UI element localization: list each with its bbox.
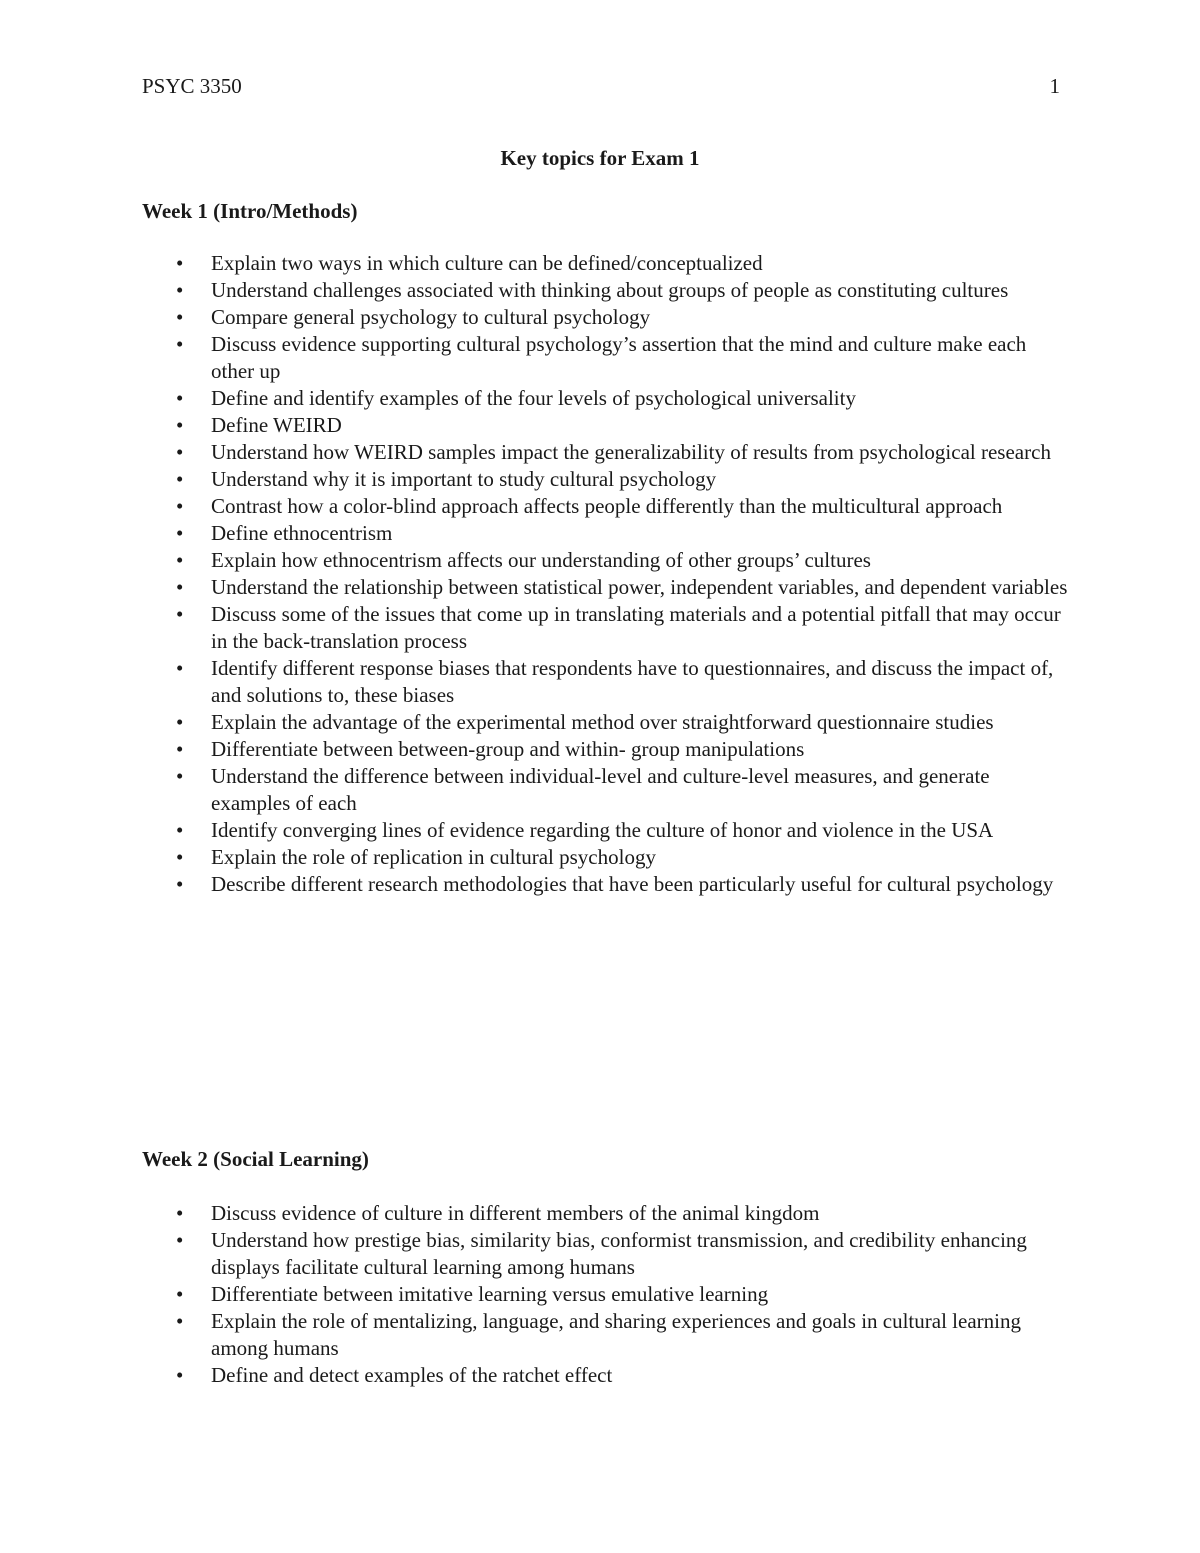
section-heading-week-1: Week 1 (Intro/Methods)	[142, 199, 358, 223]
list-item-text: Identify different response biases that respondents have to questionnaires, and discuss the impact of, and solutions to, these biases	[211, 656, 1054, 707]
list-item-text: Differentiate between between-group and within- group manipulations	[211, 737, 805, 761]
list-item-text: Compare general psychology to cultural psychology	[211, 305, 651, 329]
list-item-text: Understand how WEIRD samples impact the generalizability of results from psychological research	[211, 440, 1051, 464]
list-item	[142, 655, 1072, 709]
list-item-text: Explain two ways in which culture can be defined/conceptualized	[211, 251, 763, 275]
list-item-text: Define and identify examples of the four levels of psychological universality	[211, 386, 856, 410]
page-number: 1	[1049, 74, 1060, 98]
bullet-icon: •	[176, 1282, 184, 1306]
list-item-text: Discuss evidence supporting cultural psychology’s assertion that the mind and culture make each other up	[211, 332, 1027, 383]
topic-list-week-1	[142, 250, 1072, 898]
list-item-text: Define and detect examples of the ratchet effect	[211, 1363, 613, 1387]
bullet-icon: •	[176, 710, 184, 734]
list-item	[142, 412, 1072, 439]
bullet-icon: •	[176, 386, 184, 410]
list-item	[142, 574, 1072, 601]
list-item	[142, 1362, 1072, 1389]
bullet-icon: •	[176, 737, 184, 761]
bullet-icon: •	[176, 602, 184, 626]
list-item	[142, 1200, 1072, 1227]
list-item-text: Understand the relationship between statistical power, independent variables, and dependent variables	[211, 575, 1068, 599]
list-item-text: Explain how ethnocentrism affects our understanding of other groups’ cultures	[211, 548, 871, 572]
bullet-icon: •	[176, 1309, 184, 1333]
list-item-text: Explain the role of mentalizing, language, and sharing experiences and goals in cultural learning among humans	[211, 1309, 1021, 1360]
list-item	[142, 736, 1072, 763]
list-item	[142, 817, 1072, 844]
bullet-icon: •	[176, 872, 184, 896]
list-item-text: Define WEIRD	[211, 413, 342, 437]
list-item	[142, 520, 1072, 547]
list-item	[142, 1281, 1072, 1308]
list-item-text: Explain the role of replication in cultural psychology	[211, 845, 656, 869]
list-item	[142, 1227, 1072, 1281]
list-item-text: Understand challenges associated with thinking about groups of people as constituting cultures	[211, 278, 1009, 302]
bullet-icon: •	[176, 575, 184, 599]
list-item-text: Contrast how a color-blind approach affects people differently than the multicultural approach	[211, 494, 1003, 518]
list-item-text: Explain the advantage of the experimental method over straightforward questionnaire studies	[211, 710, 994, 734]
list-item	[142, 493, 1072, 520]
list-item-text: Discuss evidence of culture in different members of the animal kingdom	[211, 1201, 820, 1225]
list-item	[142, 844, 1072, 871]
list-item	[142, 277, 1072, 304]
list-item	[142, 304, 1072, 331]
list-item	[142, 1308, 1072, 1362]
bullet-icon: •	[176, 251, 184, 275]
bullet-icon: •	[176, 818, 184, 842]
list-item	[142, 547, 1072, 574]
section-heading-week-2: Week 2 (Social Learning)	[142, 1147, 369, 1171]
bullet-icon: •	[176, 548, 184, 572]
bullet-icon: •	[176, 413, 184, 437]
list-item-text: Understand how prestige bias, similarity bias, conformist transmission, and credibility enhancing displays facilitate cultural learning among humans	[211, 1228, 1027, 1279]
bullet-icon: •	[176, 764, 184, 788]
list-item	[142, 331, 1072, 385]
running-header-course: PSYC 3350	[142, 74, 242, 98]
list-item-text: Understand why it is important to study cultural psychology	[211, 467, 717, 491]
list-item	[142, 250, 1072, 277]
list-item	[142, 466, 1072, 493]
list-item	[142, 385, 1072, 412]
list-item-text: Understand the difference between individual-level and culture-level measures, and generate examples of each	[211, 764, 990, 815]
list-item-text: Discuss some of the issues that come up in translating materials and a potential pitfall that may occur in the back-translation process	[211, 602, 1061, 653]
bullet-icon: •	[176, 494, 184, 518]
topic-list-week-2	[142, 1200, 1072, 1389]
list-item	[142, 709, 1072, 736]
bullet-icon: •	[176, 467, 184, 491]
bullet-icon: •	[176, 305, 184, 329]
bullet-icon: •	[176, 1201, 184, 1225]
list-item	[142, 871, 1072, 898]
list-item-text: Describe different research methodologies that have been particularly useful for cultural psychology	[211, 872, 1054, 896]
list-item	[142, 601, 1072, 655]
list-item-text: Define ethnocentrism	[211, 521, 393, 545]
bullet-icon: •	[176, 440, 184, 464]
bullet-icon: •	[176, 332, 184, 356]
bullet-icon: •	[176, 656, 184, 680]
list-item-text: Identify converging lines of evidence regarding the culture of honor and violence in the USA	[211, 818, 994, 842]
list-item	[142, 439, 1072, 466]
bullet-icon: •	[176, 1363, 184, 1387]
bullet-icon: •	[176, 1228, 184, 1252]
bullet-icon: •	[176, 521, 184, 545]
list-item	[142, 763, 1072, 817]
page-title: Key topics for Exam 1	[500, 146, 700, 170]
bullet-icon: •	[176, 845, 184, 869]
list-item-text: Differentiate between imitative learning versus emulative learning	[211, 1282, 769, 1306]
bullet-icon: •	[176, 278, 184, 302]
